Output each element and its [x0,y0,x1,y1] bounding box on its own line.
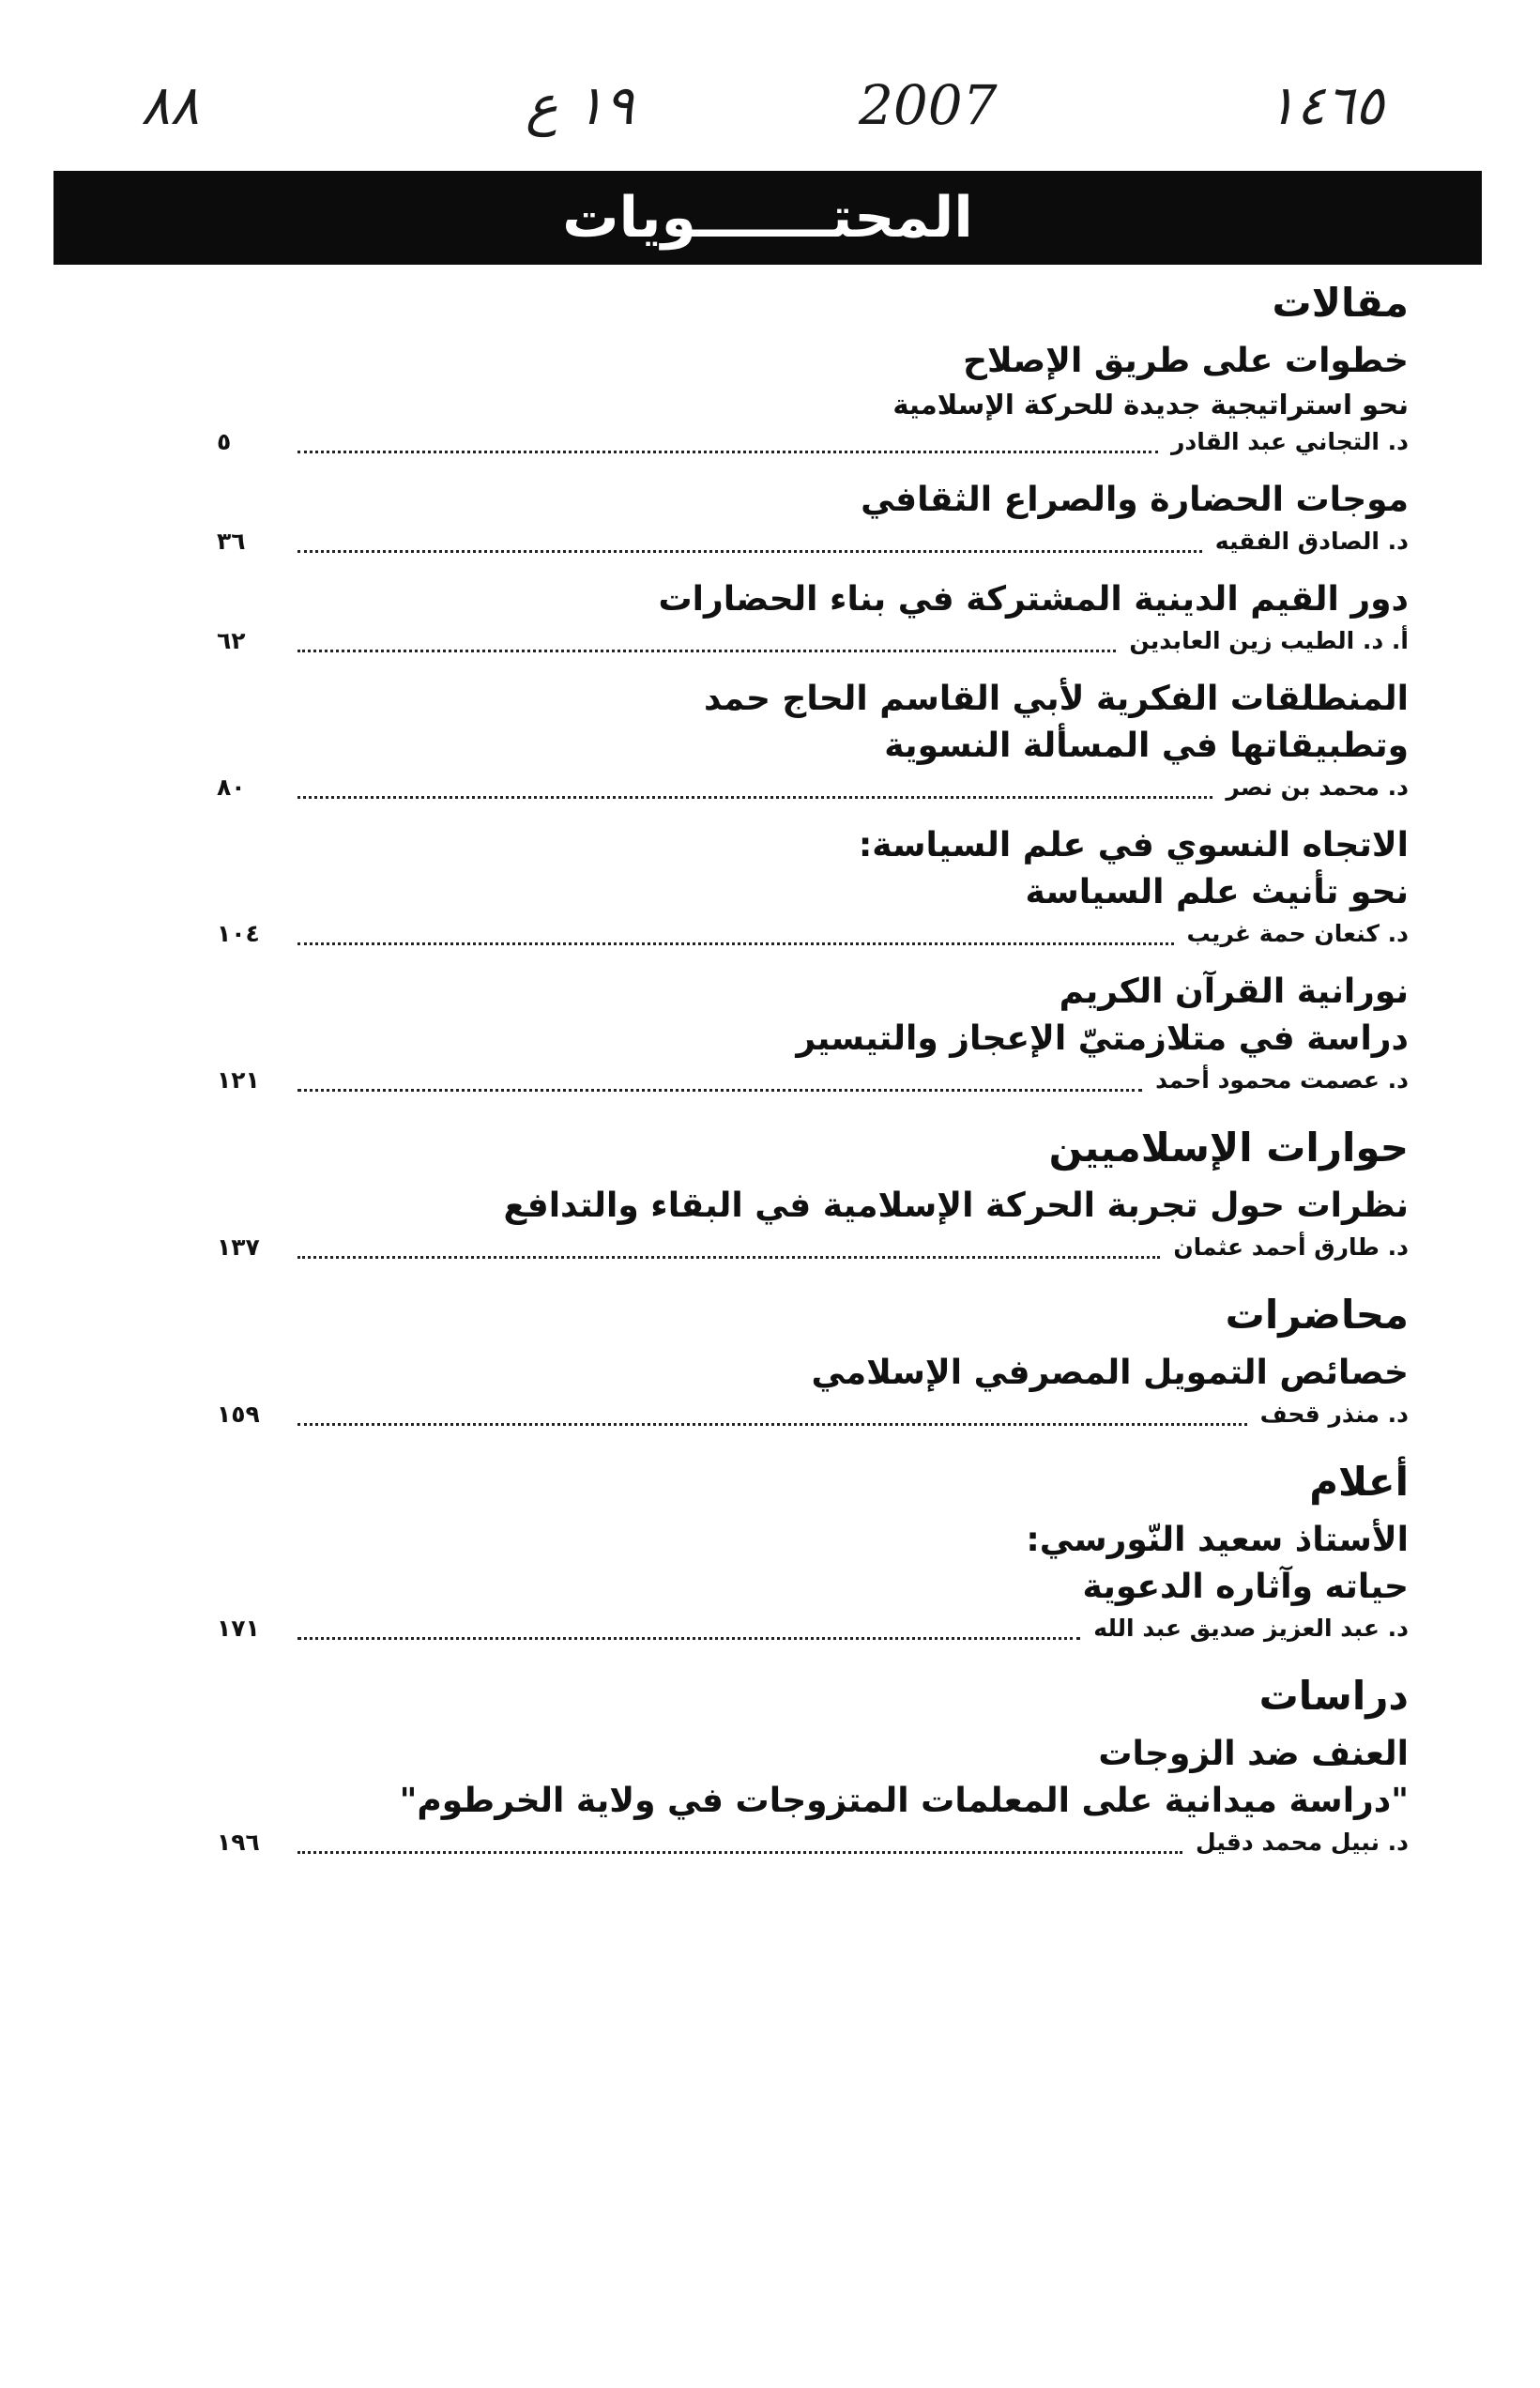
toc-entry [217,676,1409,805]
entry-title: خطوات على طريق الإصلاح [963,342,1409,380]
page-title: المحتـــــــويات [562,185,973,251]
entry-title: موجات الحضارة والصراع الثقافي [861,481,1409,519]
toc-entry [217,822,1409,952]
entry-author-row [217,1230,1409,1265]
entry-title: الأستاذ سعيد النّورسي: [1026,1521,1409,1559]
entry-title: خصائص التمويل المصرفي الإسلامي [811,1354,1409,1392]
entry-page-number: ٦٢ [217,627,246,654]
contents-banner [53,171,1482,265]
entry-author: د. محمد بن نصر [1226,773,1409,801]
table-of-contents [217,274,1409,1860]
entry-page-number: ١٢١ [217,1066,260,1094]
handwritten-note: ١٤٦٥ [1267,73,1384,137]
section-heading: محاضرات [1225,1292,1409,1338]
toc-entry [217,969,1409,1098]
entry-page-number: ٣٦ [217,528,246,555]
dot-leader [297,650,1116,652]
handwritten-note: ٨٨ [141,73,200,137]
entry-page-number: ١٣٧ [217,1233,260,1261]
handwritten-note: ١٩ ع [526,73,634,137]
section-heading: حوارات الإسلاميين [1048,1125,1409,1171]
handwritten-note: 2007 [859,73,998,137]
toc-entry [217,576,1409,659]
toc-entry [217,1183,1409,1265]
entry-author-row [217,524,1409,559]
dot-leader [297,1423,1247,1426]
dot-leader [297,1089,1142,1092]
entry-author-row [217,1825,1409,1860]
entry-author: أ. د. الطيب زين العابدين [1129,627,1409,654]
entry-author: د. نبيل محمد دقيل [1196,1829,1409,1856]
entry-title: العنف ضد الزوجات [1098,1735,1409,1773]
entry-title-continued: وتطبيقاتها في المسألة النسوية [884,727,1409,765]
entry-page-number: ١٧١ [217,1615,260,1642]
dot-leader [297,796,1212,799]
dot-leader [297,1637,1080,1640]
entry-title-continued: "دراسة ميدانية على المعلمات المتزوجات في ولاية الخرطوم" [399,1782,1409,1820]
entry-page-number: ٨٠ [217,773,246,801]
entry-author-row [217,770,1409,805]
entry-author: د. طارق أحمد عثمان [1173,1233,1409,1261]
entry-page-number: ١٩٦ [217,1829,260,1856]
entry-author-row [217,424,1409,460]
entry-author: د. التجاني عبد القادر [1171,428,1409,455]
dot-leader [297,451,1158,453]
toc-entry [217,477,1409,559]
entry-author: د. عصمت محمود أحمد [1155,1066,1409,1094]
entry-page-number: ١٠٤ [217,920,260,947]
entry-title-continued: حياته وآثاره الدعوية [1082,1568,1409,1606]
toc-entry [217,338,1409,460]
entry-author: د. منذر قحف [1259,1401,1409,1428]
dot-leader [297,1851,1182,1854]
entry-author: د. كنعان حمة غريب [1186,920,1409,947]
entry-page-number: ٥ [217,428,232,455]
entry-title: نظرات حول تجربة الحركة الإسلامية في البقاء والتدافع [503,1186,1409,1225]
entry-title: نورانية القرآن الكريم [1059,972,1409,1011]
entry-author-row [217,1611,1409,1646]
section-heading: دراسات [1258,1673,1409,1719]
toc-entry [217,1731,1409,1860]
entry-author: د. عبد العزيز صديق عبد الله [1093,1615,1409,1642]
entry-title: المنطلقات الفكرية لأبي القاسم الحاج حمد [704,680,1409,718]
entry-author-row [217,916,1409,952]
entry-author: د. الصادق الفقيه [1214,528,1409,555]
entry-title: دور القيم الدينية المشتركة في بناء الحضارات [658,580,1409,619]
entry-author-row [217,1397,1409,1432]
dot-leader [297,1256,1160,1259]
toc-entry [217,1350,1409,1432]
entry-author-row [217,1063,1409,1098]
section-heading: أعلام [1309,1459,1409,1505]
entry-title-continued: نحو تأنيث علم السياسة [1025,873,1409,911]
section-heading: مقالات [1272,280,1409,326]
dot-leader [297,550,1202,553]
entry-title: الاتجاه النسوي في علم السياسة: [858,826,1409,865]
entry-subtitle: نحو استراتيجية جديدة للحركة الإسلامية [892,389,1409,421]
entry-title-continued: دراسة في متلازمتيّ الإعجاز والتيسير [796,1019,1409,1058]
entry-page-number: ١٥٩ [217,1401,260,1428]
toc-entry [217,1517,1409,1646]
dot-leader [297,942,1174,945]
entry-author-row [217,623,1409,659]
